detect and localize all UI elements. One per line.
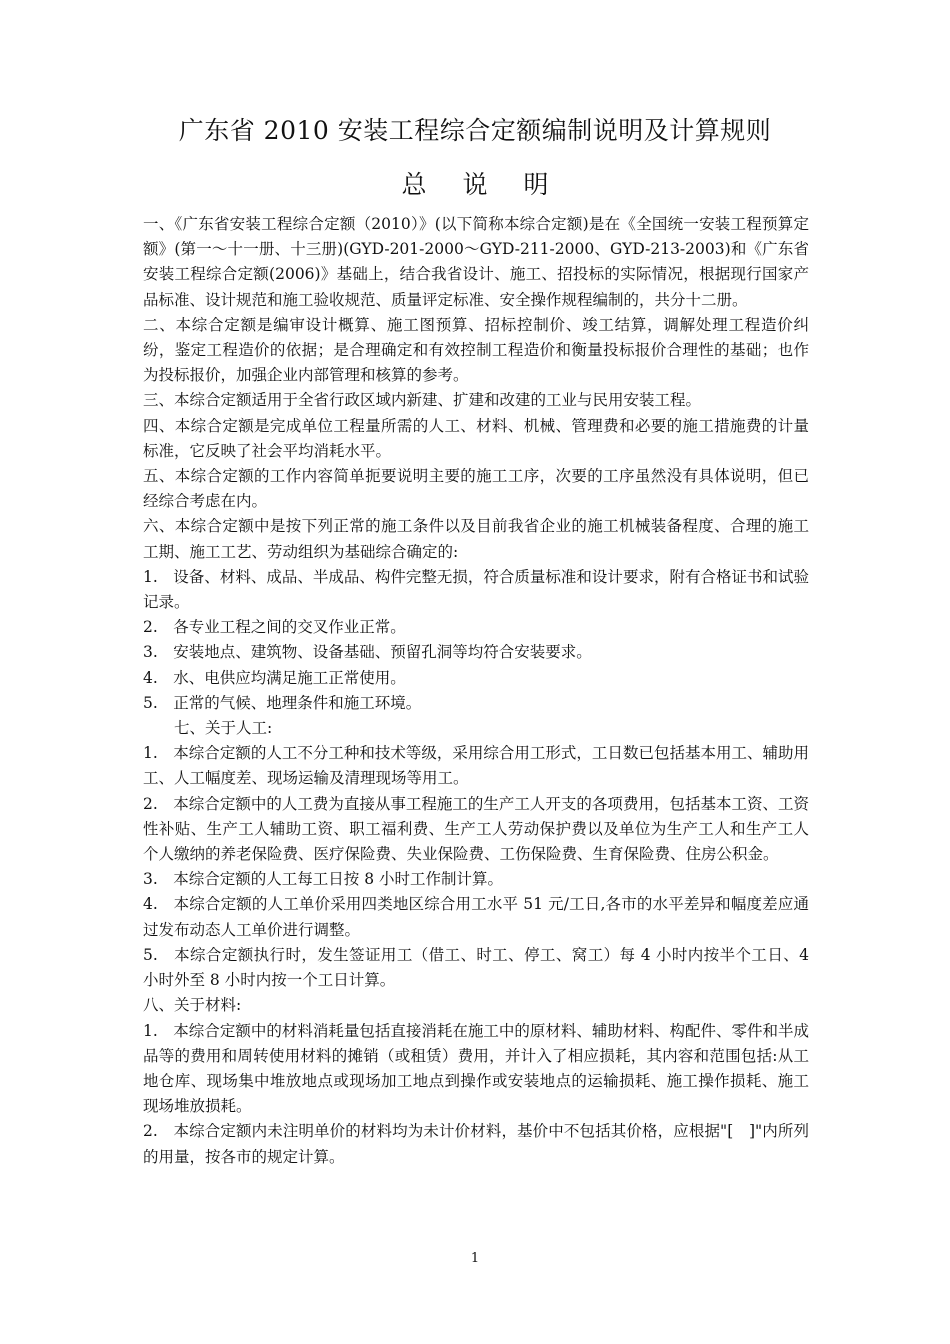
list-item: 1. 设备、材料、成品、半成品、构件完整无损，符合质量标准和设计要求，附有合格证书和试验记录。 <box>143 567 809 612</box>
list-item: 3. 本综合定额的人工每工日按 8 小时工作制计算。 <box>143 870 504 889</box>
paragraph-5: 五、本综合定额的工作内容简单扼要说明主要的施工工序，次要的工序虽然没有具体说明，但已经综合考虑在内。 <box>143 467 809 511</box>
paragraph-8-heading: 八、关于材料: <box>143 996 242 1015</box>
paragraph-6: 六、本综合定额中是按下列正常的施工条件以及目前我省企业的施工机械装备程度、合理的施工工期、施工工艺、劳动组织为基础综合确定的: <box>143 517 809 561</box>
paragraph-7-heading: 七、关于人工: <box>174 719 273 738</box>
section-title: 总 说 明 <box>401 170 563 199</box>
list-item: 2. 本综合定额中的人工费为直接从事工程施工的生产工人开支的各项费用，包括基本工资、工资性补贴、生产工人辅助工资、职工福利费、生产工人劳动保护费以及单位为生产工人和生产工人个人缴纳的养老保险费、医疗保险费、失业保险费、工伤保险费、生育保险费、住房公积金。 <box>143 794 809 864</box>
list-item: 5. 正常的气候、地理条件和施工环境。 <box>143 693 422 712</box>
list-item: 3. 安装地点、建筑物、设备基础、预留孔洞等均符合安装要求。 <box>143 643 592 662</box>
list-item: 1. 本综合定额的人工不分工种和技术等级，采用综合用工形式，工日数已包括基本用工、辅助用工、人工幅度差、现场运输及清理现场等用工。 <box>143 744 809 788</box>
page-number: 1 <box>470 1251 480 1266</box>
list-item: 4. 水、电供应均满足施工正常使用。 <box>143 668 406 687</box>
list-item: 2. 各专业工程之间的交叉作业正常。 <box>143 618 406 637</box>
list-item: 1. 本综合定额中的材料消耗量包括直接消耗在施工中的原材料、辅助材料、构配件、零件和半成品等的费用和周转使用材料的摊销（或租赁）费用，并计入了相应损耗，其内容和范围包括:从工地仓库、现场集中堆放地点或现场加工地点到操作或安装地点的运输损耗、施工操作损耗、施工现场堆放损耗。 <box>143 1021 809 1116</box>
list-item: 2. 本综合定额内未注明单价的材料均为未计价材料，基价中不包括其价格，应根据"[ ]"内所列的用量，按各市的规定计算。 <box>143 1122 809 1166</box>
body-text <box>143 212 809 1170</box>
list-item: 4. 本综合定额的人工单价采用四类地区综合用工水平 51 元/工日,各市的水平差异和幅度差应通过发布动态人工单价进行调整。 <box>143 895 809 939</box>
paragraph-4: 四、本综合定额是完成单位工程量所需的人工、材料、机械、管理费和必要的施工措施费的计量标准，它反映了社会平均消耗水平。 <box>143 416 809 460</box>
paragraph-2: 二、本综合定额是编审设计概算、施工图预算、招标控制价、竣工结算，调解处理工程造价纠纷，鉴定工程造价的依据；是合理确定和有效控制工程造价和衡量投标报价合理性的基础；也作为投标报价，加强企业内部管理和核算的参考。 <box>143 315 809 385</box>
paragraph-1: 一、《广东省安装工程综合定额（2010）》(以下简称本综合定额)是在《全国统一安装工程预算定额》(第一～十一册、十三册)(GYD-201-2000～GYD-211-2000、GYD-213-2003)和《广东省安装工程综合定额(2006)》基础上，结合我省设计、施工、招投标的实际情况，根据现行国家产品标准、设计规范和施工验收规范、质量评定标准、安全操作规程编制的，共分十二册。 <box>143 215 809 309</box>
paragraph-3: 三、本综合定额适用于全省行政区域内新建、扩建和改建的工业与民用安装工程。 <box>143 391 702 410</box>
list-item: 5. 本综合定额执行时，发生签证用工（借工、时工、停工、窝工）每 4 小时内按半个工日、4 小时外至 8 小时内按一个工日计算。 <box>143 945 809 990</box>
document-title: 广东省 2010 安装工程综合定额编制说明及计算规则 <box>178 116 772 145</box>
